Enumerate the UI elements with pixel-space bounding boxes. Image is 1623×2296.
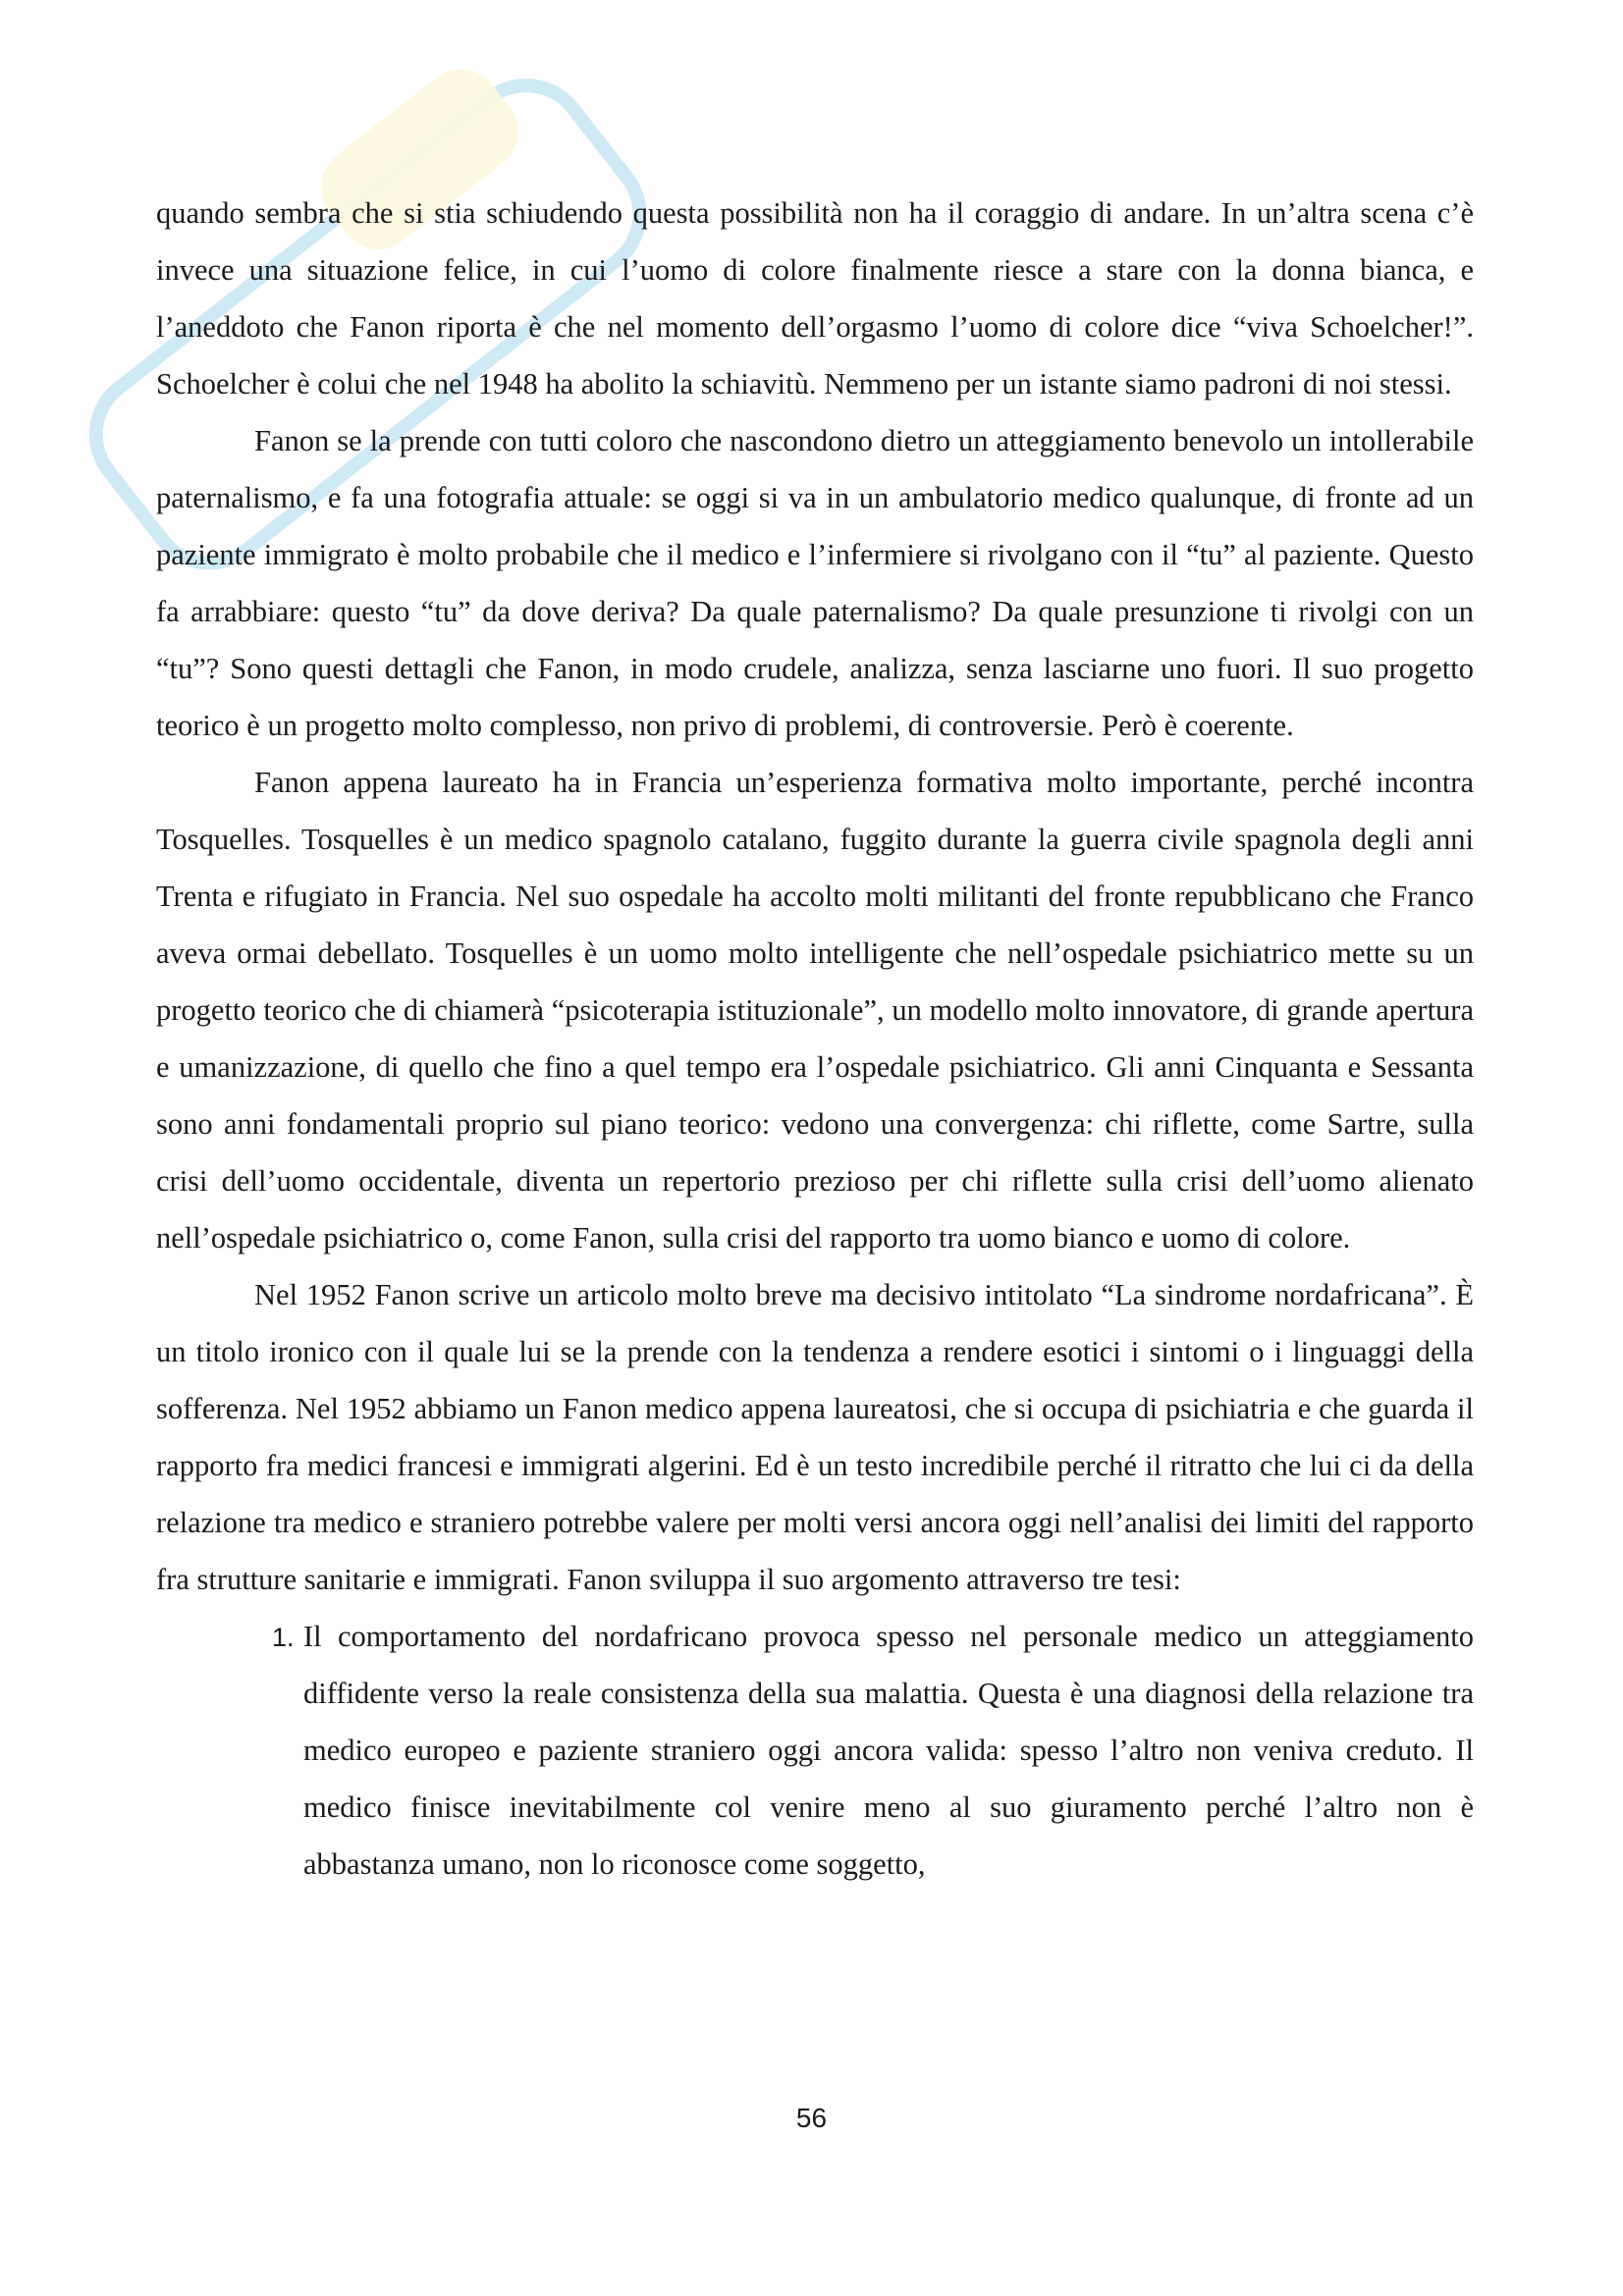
thesis-list (156, 1608, 1474, 1893)
list-item: 1. Il comportamento del nordafricano provoca spesso nel personale medico un atteggiamento diffidente verso la reale consistenza della sua malattia. Questa è una diagnosi della relazione tra medico europeo e paziente straniero oggi ancora valida: spesso l’altro non veniva creduto. Il medico finisce inevitabilmente col venire meno al suo giuramento perché l’altro non è abbastanza umano, non lo riconosce come soggetto, (301, 1608, 1474, 1893)
paragraph-continuation: quando sembra che si stia schiudendo questa possibilità non ha il coraggio di andare. In un’altra scena c’è invece una situazione felice, in cui l’uomo di colore finalmente riesce a stare con la donna bianca, e l’aneddoto che Fanon riporta è che nel momento dell’orgasmo l’uomo di colore dice “viva Schoelcher!”. Schoelcher è colui che nel 1948 ha abolito la schiavitù. Nemmeno per un istante siamo padroni di noi stessi. (156, 196, 1474, 400)
paragraph-sindrome-nordafricana: Nel 1952 Fanon scrive un articolo molto breve ma decisivo intitolato “La sindrome nordafricana”. È un titolo ironico con il quale lui se la prende con la tendenza a rendere esotici i sintomi o i linguaggi della sofferenza. Nel 1952 abbiamo un Fanon medico appena laureatosi, che si occupa di psichiatria e che guarda il rapporto fra medici francesi e immigrati algerini. Ed è un testo incredibile perché il ritratto che lui ci da della relazione tra medico e straniero potrebbe valere per molti versi ancora oggi nell’analisi dei limiti del rapporto fra strutture sanitarie e immigrati. Fanon sviluppa il suo argomento attraverso tre tesi: (156, 1278, 1474, 1596)
page-number: 56 (795, 2103, 828, 2133)
paragraph-paternalism: Fanon se la prende con tutti coloro che nascondono dietro un atteggiamento benevolo un intollerabile paternalismo, e fa una fotografia attuale: se oggi si va in un ambulatorio medico qualunque, di fronte ad un paziente immigrato è molto probabile che il medico e l’infermiere si rivolgano con il “tu” al paziente. Questo fa arrabbiare: questo “tu” da dove deriva? Da quale paternalismo? Da quale presunzione ti rivolgi con un “tu”? Sono questi dettagli che Fanon, in modo crudele, analizza, senza lasciarne uno fuori. Il suo progetto teorico è un progetto molto complesso, non privo di problemi, di controversie. Però è coerente. (156, 424, 1474, 742)
page-body (156, 185, 1474, 1893)
paragraph-tosquelles: Fanon appena laureato ha in Francia un’esperienza formativa molto importante, perché incontra Tosquelles. Tosquelles è un medico spagnolo catalano, fuggito durante la guerra civile spagnola degli anni Trenta e rifugiato in Francia. Nel suo ospedale ha accolto molti militanti del fronte repubblicano che Franco aveva ormai debellato. Tosquelles è un uomo molto intelligente che nell’ospedale psichiatrico mette su un progetto teorico che di chiamerà “psicoterapia istituzionale”, un modello molto innovatore, di grande apertura e umanizzazione, di quello che fino a quel tempo era l’ospedale psichiatrico. Gli anni Cinquanta e Sessanta sono anni fondamentali proprio sul piano teorico: vedono una convergenza: chi riflette, come Sartre, sulla crisi dell’uomo occidentale, diventa un repertorio prezioso per chi riflette sulla crisi dell’uomo alienato nell’ospedale psichiatrico o, come Fanon, sulla crisi del rapporto tra uomo bianco e uomo di colore. (156, 766, 1474, 1255)
